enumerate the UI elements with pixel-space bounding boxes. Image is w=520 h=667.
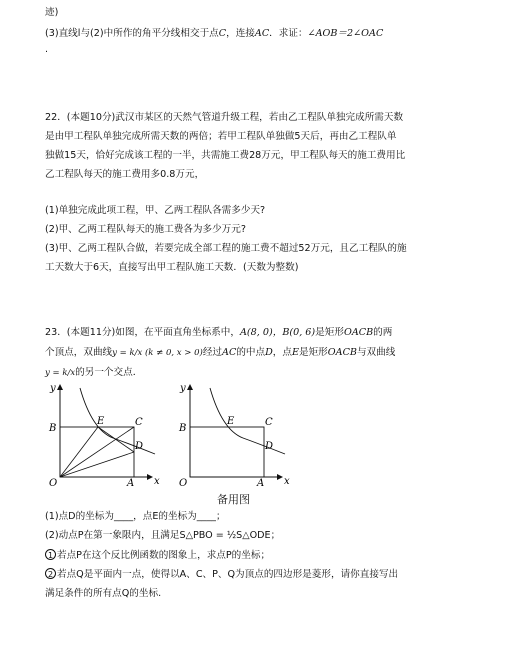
label-o: O	[179, 478, 188, 488]
q23-l1-b: 是矩形	[315, 327, 344, 338]
q3-point-c: C	[218, 28, 227, 39]
q22-line-2: 是由甲工程队单独完成所需天数的两倍；若甲工程队单独做5天后，再由乙工程队单	[45, 131, 397, 142]
label-d: D	[135, 441, 144, 452]
q22-line-4: 乙工程队每天的施工费用多0.8万元，	[45, 169, 205, 180]
q22-sub-4: 工天数大于6天，直接写出甲工程队施工天数．(天数为整数)	[45, 262, 299, 273]
label-c: C	[265, 417, 273, 428]
segment-od	[60, 452, 134, 477]
stray-dot: .	[45, 44, 49, 55]
prev-question-fragment: 迹)	[45, 7, 59, 18]
hyperbola-curve	[210, 388, 285, 454]
q23-l2-b: 经过	[202, 347, 223, 358]
label-e: E	[97, 416, 105, 427]
q23-part-1: (1)点D的坐标为____，点E的坐标为____；	[45, 511, 226, 522]
label-o: O	[49, 478, 58, 488]
q3-equation: ∠AOB＝2∠OAC	[307, 28, 384, 39]
coordinate-figure-main	[40, 380, 165, 488]
label-y: y	[50, 383, 56, 394]
q23-l1-a: 23．(本题11分)如图，在平面直角坐标系中，	[45, 327, 240, 338]
q22-sub-1: (1)单独完成此项工程，甲、乙两工程队各需多少天?	[45, 205, 266, 216]
label-c: C	[135, 417, 143, 428]
q22-line-1: 22．(本题10分)武汉市某区的天然气管道升级工程，若由乙工程队单独完成所需天数	[45, 112, 404, 123]
q23-hyperbola-eq: y = k/x (k ≠ 0, x > 0)	[112, 348, 203, 358]
label-a: A	[257, 478, 265, 488]
q22-sub-2: (2)甲、乙两工程队每天的施工费各为多少万元?	[45, 224, 246, 235]
q23-l2-ac: AC	[222, 347, 237, 358]
q23-l2-rect: OACB	[327, 347, 357, 358]
q3-text-b: ，连接	[226, 28, 255, 39]
coordinate-figure-spare	[170, 380, 295, 488]
q23-l2-a: 个顶点，双曲线	[45, 347, 113, 358]
q23-part-2-1	[45, 549, 270, 562]
q22-line-3: 独做15天，恰好完成该工程的一半，共需施工费28万元，甲工程队每天的施工费用比	[45, 150, 406, 161]
q23-l2-d: D	[265, 347, 273, 358]
q22-sub-3: (3)甲、乙两工程队合做，若要完成全部工程的施工费不超过52万元，且乙工程队的施	[45, 243, 407, 254]
q3-ac: AC	[254, 28, 270, 39]
q23-l2-pe: E	[291, 347, 299, 358]
label-y: y	[180, 383, 186, 394]
circled-number-2: 2	[45, 568, 56, 579]
q3-text-c: ．求证：	[269, 28, 308, 39]
label-e: E	[227, 416, 235, 427]
q3-text-a: (3)直线l与(2)中所作的角平分线相交于点	[45, 28, 219, 39]
q23-l2-c: 的中点	[236, 347, 266, 358]
q23-line-3	[45, 366, 142, 380]
q23-part-2-2-cont: 满足条件的所有点Q的坐标.	[45, 588, 162, 599]
q23-part-2-2-text: 若点Q是平面内一点，使得以A、C、P、Q为顶点的四边形是菱形，请你直接写出	[57, 569, 399, 580]
label-b: B	[49, 423, 57, 434]
circled-number-1: 1	[45, 549, 56, 560]
q23-l1-c: 的两	[373, 327, 393, 338]
label-d: D	[265, 441, 274, 452]
q23-rect: OACB	[343, 327, 374, 338]
segment-oe	[60, 427, 98, 477]
label-x: x	[284, 476, 290, 487]
diagonal-oc	[60, 427, 134, 477]
hyperbola-curve	[80, 388, 155, 454]
q23-line-1	[45, 326, 392, 339]
q23-line-2	[45, 346, 395, 360]
q23-points: A(8, 0)，B(0, 6)	[240, 327, 316, 338]
q23-l3-eq: y = k/x	[45, 368, 76, 378]
q23-l3-b: 的另一个交点．	[75, 367, 143, 378]
q23-l2-f: 是矩形	[299, 347, 328, 358]
prev-question-part3	[45, 27, 383, 40]
q23-part-2-2	[45, 568, 398, 581]
q23-l2-e: ，点	[272, 347, 292, 358]
label-x: x	[154, 476, 160, 487]
q23-l2-g: 与双曲线	[356, 347, 396, 358]
q23-part-2: (2)动点P在第一象限内，且满足S△PBO = ½S△ODE；	[45, 530, 281, 541]
q23-part-2-1-text: 若点P在这个反比例函数的图象上，求点P的坐标；	[57, 550, 271, 561]
rectangle-oacb	[190, 427, 264, 477]
label-b: B	[179, 423, 187, 434]
figure-caption: 备用图	[217, 493, 250, 506]
label-a: A	[127, 478, 135, 488]
